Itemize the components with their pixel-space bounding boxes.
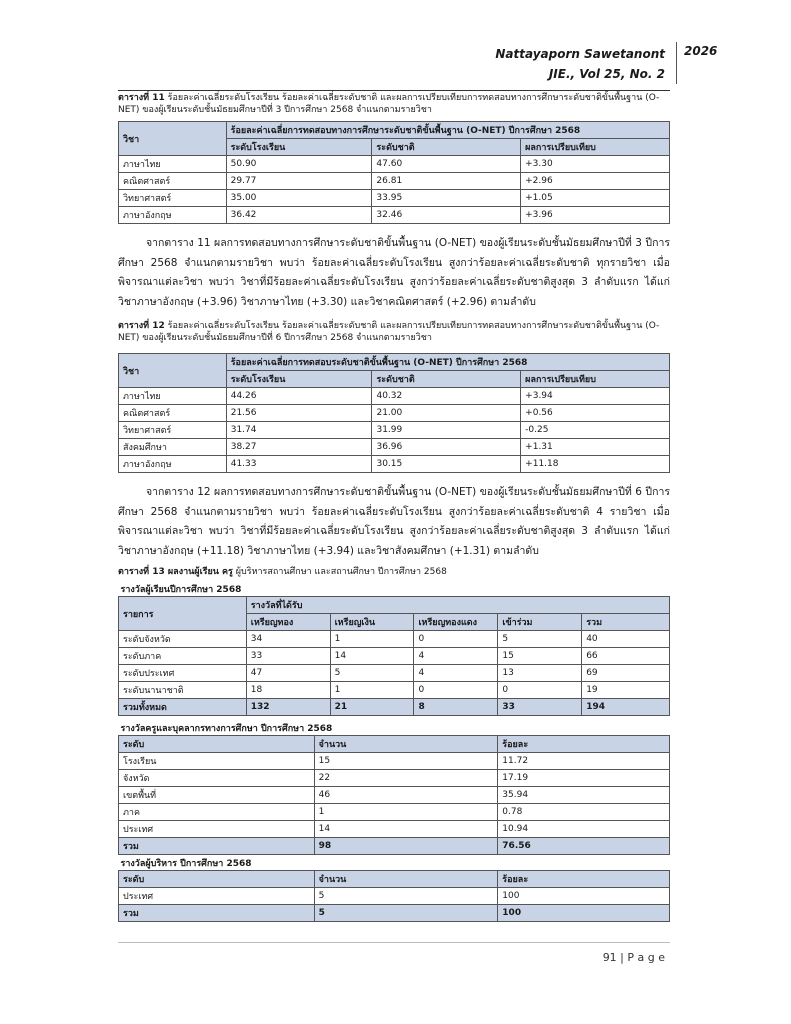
- percent-cell: 100: [498, 888, 670, 905]
- table-row: [119, 888, 670, 905]
- level-cell: รวม: [119, 838, 315, 855]
- count-cell: 14: [314, 821, 498, 838]
- level-cell: รวม: [119, 905, 315, 922]
- diff-cell: +0.56: [521, 405, 670, 422]
- table-11-caption-text: ร้อยละค่าเฉลี่ยระดับโรงเรียน ร้อยละค่าเฉลี่ยระดับชาติ และผลการเปรียบเทียบการทดสอบทางการศึกษาระดับชาติขั้นพื้นฐาน (O-NET) ของผู้เรียนระดับชั้นมัธยมศึกษาปีที่ 3 ปีการศึกษา 2568 จำแนกตามรายวิชา: [118, 93, 660, 115]
- label-cell: ระดับนานาชาติ: [119, 682, 247, 699]
- national-cell: 47.60: [372, 156, 521, 173]
- table-12-caption: [118, 320, 673, 344]
- table-row: [119, 631, 670, 648]
- table-row: [119, 753, 670, 770]
- table-row: [119, 422, 670, 439]
- col-level: ระดับ: [119, 736, 315, 753]
- percent-cell: 17.19: [498, 770, 670, 787]
- count-cell: 98: [314, 838, 498, 855]
- bronze-cell: 0: [414, 631, 498, 648]
- table-row: [119, 821, 670, 838]
- table-12-col-school: ระดับโรงเรียน: [226, 371, 372, 388]
- col-bronze: เหรียญทองแดง: [414, 614, 498, 631]
- gold-cell: 132: [246, 699, 330, 716]
- national-cell: 31.99: [372, 422, 521, 439]
- table-row: [119, 439, 670, 456]
- table-row: [119, 173, 670, 190]
- table-12-col-national: ระดับชาติ: [372, 371, 521, 388]
- table-12-subject-header: วิชา: [119, 354, 227, 388]
- school-cell: 50.90: [226, 156, 372, 173]
- running-header: [495, 44, 665, 84]
- subject-cell: วิทยาศาสตร์: [119, 422, 227, 439]
- diff-cell: +3.30: [521, 156, 670, 173]
- diff-cell: +3.94: [521, 388, 670, 405]
- bronze-cell: 4: [414, 648, 498, 665]
- national-cell: 40.32: [372, 388, 521, 405]
- label-cell: ระดับจังหวัด: [119, 631, 247, 648]
- silver-cell: 5: [330, 665, 414, 682]
- table-11-col-national: ระดับชาติ: [372, 139, 521, 156]
- level-cell: โรงเรียน: [119, 753, 315, 770]
- table-13-group-header: รางวัลที่ได้รับ: [246, 597, 669, 614]
- table-12-caption-text: ร้อยละค่าเฉลี่ยระดับโรงเรียน ร้อยละค่าเฉลี่ยระดับชาติ และผลการเปรียบเทียบการทดสอบทางการศึกษาระดับชาติขั้นพื้นฐาน (O-NET) ของผู้เรียนระดับชั้นมัธยมศึกษาปีที่ 6 ปีการศึกษา 2568 จำแนกตามรายวิชา: [118, 321, 660, 343]
- joined-cell: 5: [498, 631, 582, 648]
- table-11: [118, 121, 670, 224]
- subject-cell: ภาษาอังกฤษ: [119, 207, 227, 224]
- table-row: [119, 190, 670, 207]
- silver-cell: 21: [330, 699, 414, 716]
- gold-cell: 33: [246, 648, 330, 665]
- table-11-col-school: ระดับโรงเรียน: [226, 139, 372, 156]
- table-11-group-header: ร้อยละค่าเฉลี่ยการทดสอบทางการศึกษาระดับชาติขั้นพื้นฐาน (O-NET) ปีการศึกษา 2568: [226, 122, 669, 139]
- table-11-col-diff: ผลการเปรียบเทียบ: [521, 139, 670, 156]
- bronze-cell: 0: [414, 682, 498, 699]
- count-cell: 15: [314, 753, 498, 770]
- table-12-label: ตารางที่ 12: [118, 321, 165, 331]
- subject-cell: วิทยาศาสตร์: [119, 190, 227, 207]
- subject-cell: ภาษาอังกฤษ: [119, 456, 227, 473]
- table-13-executive-awards: [118, 855, 670, 922]
- level-cell: ภาค: [119, 804, 315, 821]
- gold-cell: 47: [246, 665, 330, 682]
- table-11-top-rule: [118, 90, 670, 91]
- col-percent: ร้อยละ: [498, 871, 670, 888]
- school-cell: 29.77: [226, 173, 372, 190]
- table-row: [119, 405, 670, 422]
- bronze-cell: 4: [414, 665, 498, 682]
- header-year: 2026: [684, 44, 718, 58]
- total-cell: 19: [582, 682, 670, 699]
- silver-cell: 1: [330, 682, 414, 699]
- total-cell: 69: [582, 665, 670, 682]
- percent-cell: 10.94: [498, 821, 670, 838]
- national-cell: 36.96: [372, 439, 521, 456]
- subject-cell: คณิตศาสตร์: [119, 405, 227, 422]
- count-cell: 22: [314, 770, 498, 787]
- count-cell: 5: [314, 905, 498, 922]
- table-13-item-header: รายการ: [119, 597, 247, 631]
- col-level: ระดับ: [119, 871, 315, 888]
- diff-cell: -0.25: [521, 422, 670, 439]
- subject-cell: คณิตศาสตร์: [119, 173, 227, 190]
- percent-cell: 76.56: [498, 838, 670, 855]
- subject-cell: ภาษาไทย: [119, 156, 227, 173]
- percent-cell: 35.94: [498, 787, 670, 804]
- col-joined: เข้าร่วม: [498, 614, 582, 631]
- table-row: [119, 456, 670, 473]
- label-cell: ระดับประเทศ: [119, 665, 247, 682]
- table-11-label: ตารางที่ 11: [118, 93, 165, 103]
- table-11-subject-header: วิชา: [119, 122, 227, 156]
- col-count: จำนวน: [314, 736, 498, 753]
- joined-cell: 13: [498, 665, 582, 682]
- col-percent: ร้อยละ: [498, 736, 670, 753]
- count-cell: 46: [314, 787, 498, 804]
- joined-cell: 0: [498, 682, 582, 699]
- percent-cell: 100: [498, 905, 670, 922]
- col-gold: เหรียญทอง: [246, 614, 330, 631]
- national-cell: 21.00: [372, 405, 521, 422]
- percent-cell: 0.78: [498, 804, 670, 821]
- silver-cell: 1: [330, 631, 414, 648]
- diff-cell: +1.05: [521, 190, 670, 207]
- gold-cell: 34: [246, 631, 330, 648]
- table-row: [119, 770, 670, 787]
- table-row: [119, 207, 670, 224]
- table-13-teacher-awards: [118, 720, 670, 855]
- count-cell: 1: [314, 804, 498, 821]
- table-row: [119, 388, 670, 405]
- table-13-section-teachers-title: รางวัลครูและบุคลากรทางการศึกษา ปีการศึกษา 2568: [120, 723, 333, 734]
- paragraph-table-11: จากตาราง 11 ผลการทดสอบทางการศึกษาระดับชาติขั้นพื้นฐาน (O-NET) ของผู้เรียนระดับชั้นมัธยมศึกษาปีที่ 3 ปีการศึกษา 2568 จำแนกตามรายวิชา พบว่า ร้อยละค่าเฉลี่ยระดับโรงเรียน สูงกว่าร้อยละค่าเฉลี่ยระดับชาติ ทุกรายวิชา เมื่อพิจารณาแต่ละวิชา พบว่า วิชาที่มีร้อยละค่าเฉลี่ยระดับโรงเรียน สูงกว่าร้อยละค่าเฉลี่ยระดับชาติสูงสุด 3 ลำดับแรก ได้แก่ วิชาภาษาอังกฤษ (+3.96) วิชาภาษาไทย (+3.30) และวิชาคณิตศาสตร์ (+2.96) ตามลำดับ: [118, 237, 670, 308]
- school-cell: 21.56: [226, 405, 372, 422]
- joined-cell: 15: [498, 648, 582, 665]
- table-12-group-header: ร้อยละค่าเฉลี่ยการทดสอบระดับชาติขั้นพื้นฐาน (O-NET) ปีการศึกษา 2568: [226, 354, 669, 371]
- level-cell: เขตพื้นที่: [119, 787, 315, 804]
- diff-cell: +11.18: [521, 456, 670, 473]
- table-row: [119, 648, 670, 665]
- school-cell: 35.00: [226, 190, 372, 207]
- national-cell: 26.81: [372, 173, 521, 190]
- header-divider: [676, 42, 677, 84]
- table-row: [119, 787, 670, 804]
- table-row: [119, 804, 670, 821]
- school-cell: 38.27: [226, 439, 372, 456]
- count-cell: 5: [314, 888, 498, 905]
- table-row: [119, 682, 670, 699]
- school-cell: 36.42: [226, 207, 372, 224]
- table-13-label: ตารางที่ 13 ผลงานผู้เรียน ครู: [118, 567, 233, 577]
- page-number: 91 | P a g e: [602, 951, 665, 964]
- table-total-row: [119, 699, 670, 716]
- total-cell: 194: [582, 699, 670, 716]
- table-13-caption: [118, 566, 673, 578]
- table-total-row: [119, 905, 670, 922]
- table-11-caption: [118, 92, 673, 116]
- national-cell: 30.15: [372, 456, 521, 473]
- level-cell: ประเทศ: [119, 888, 315, 905]
- subject-cell: สังคมศึกษา: [119, 439, 227, 456]
- label-cell: รวมทั้งหมด: [119, 699, 247, 716]
- diff-cell: +2.96: [521, 173, 670, 190]
- table-row: [119, 156, 670, 173]
- table-13-section-executives-title: รางวัลผู้บริหาร ปีการศึกษา 2568: [120, 858, 252, 869]
- silver-cell: 14: [330, 648, 414, 665]
- footer-rule: [118, 942, 670, 943]
- subject-cell: ภาษาไทย: [119, 388, 227, 405]
- header-journal: JIE., Vol 25, No. 2: [548, 67, 665, 81]
- level-cell: จังหวัด: [119, 770, 315, 787]
- col-count: จำนวน: [314, 871, 498, 888]
- total-cell: 40: [582, 631, 670, 648]
- diff-cell: +3.96: [521, 207, 670, 224]
- col-silver: เหรียญเงิน: [330, 614, 414, 631]
- school-cell: 41.33: [226, 456, 372, 473]
- bronze-cell: 8: [414, 699, 498, 716]
- col-total: รวม: [582, 614, 670, 631]
- label-cell: ระดับภาค: [119, 648, 247, 665]
- national-cell: 32.46: [372, 207, 521, 224]
- joined-cell: 33: [498, 699, 582, 716]
- gold-cell: 18: [246, 682, 330, 699]
- table-13-section-students-title: รางวัลผู้เรียนปีการศึกษา 2568: [120, 584, 242, 595]
- level-cell: ประเทศ: [119, 821, 315, 838]
- school-cell: 31.74: [226, 422, 372, 439]
- table-12: [118, 353, 670, 473]
- header-author: Nattayaporn Sawetanont: [495, 47, 665, 61]
- table-12-col-diff: ผลการเปรียบเทียบ: [521, 371, 670, 388]
- paragraph-table-12: จากตาราง 12 ผลการทดสอบทางการศึกษาระดับชาติขั้นพื้นฐาน (O-NET) ของผู้เรียนระดับชั้นมัธยมศึกษาปีที่ 6 ปีการศึกษา 2568 จำแนกตามรายวิชา พบว่า ร้อยละค่าเฉลี่ยระดับโรงเรียน สูงกว่าร้อยละค่าเฉลี่ยระดับชาติ 4 รายวิชา เมื่อพิจารณาแต่ละวิชา พบว่า วิชาที่มีร้อยละค่าเฉลี่ยระดับโรงเรียน สูงกว่าร้อยละค่าเฉลี่ยระดับชาติสูงสุด 3 ลำดับแรก ได้แก่ วิชาภาษาอังกฤษ (+11.18) วิชาภาษาไทย (+3.94) และวิชาสังคมศึกษา (+1.31) ตามลำดับ: [118, 486, 670, 557]
- school-cell: 44.26: [226, 388, 372, 405]
- total-cell: 66: [582, 648, 670, 665]
- table-row: [119, 665, 670, 682]
- percent-cell: 11.72: [498, 753, 670, 770]
- table-13-student-awards: [118, 581, 670, 716]
- table-total-row: [119, 838, 670, 855]
- national-cell: 33.95: [372, 190, 521, 207]
- diff-cell: +1.31: [521, 439, 670, 456]
- table-13-caption-text: ผู้บริหารสถานศึกษา และสถานศึกษา ปีการศึกษา 2568: [232, 567, 447, 577]
